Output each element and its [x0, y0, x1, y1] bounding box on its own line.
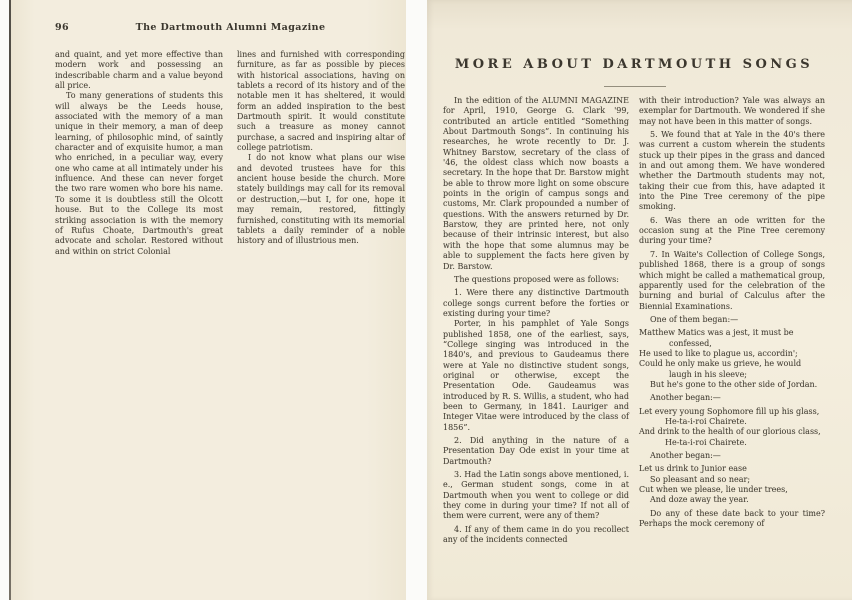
- paragraph: And drink to the health of our glorious class,: [639, 427, 821, 437]
- title-divider-rule: [604, 86, 666, 87]
- paragraph: Could he only make us grieve, he would laugh in his sleeve;: [639, 359, 802, 379]
- left-page-column-1: [55, 50, 223, 257]
- paragraph: He used to like to plague us, accordin';: [639, 348, 798, 358]
- paragraph: 1. Were there any distinctive Dartmouth college songs current before the forties or existing during your time?: [443, 288, 629, 318]
- page-left: [11, 0, 406, 600]
- paragraph: 7. In Waite's Collection of College Songs, published 1868, there is a group of songs which might be called a mathematical group, apparently used for the celebration of the burning and burial of Calculus after the Biennial Examinations.: [639, 249, 825, 311]
- paragraph: Let every young Sophomore fill up his glass,: [639, 406, 820, 416]
- paragraph: Let us drink to Junior ease: [639, 464, 747, 474]
- paragraph: Cut when we please, lie under trees,: [639, 485, 788, 495]
- paragraph: So pleasant and so near;: [650, 474, 751, 484]
- paragraph: Another began:—: [650, 393, 721, 403]
- left-page-column-2: [237, 50, 405, 257]
- paragraph: One of them began:—: [650, 314, 739, 324]
- paragraph: Matthew Matics was a jest, it must be confessed,: [639, 328, 794, 348]
- page-number: 96: [55, 22, 70, 33]
- paragraph: He-ta-i-roi Chairete.: [665, 437, 747, 447]
- right-page-column-2: [639, 96, 825, 545]
- paragraph: Another began:—: [650, 451, 721, 460]
- paragraph: 3. Had the Latin songs above mentioned, i. e., German student songs, come in at Dartmouth when you went to college or did they come in during your time? If not all of them were current, were any of them?: [443, 470, 629, 521]
- magazine-title: The Dartmouth Alumni Magazine: [135, 22, 326, 33]
- paragraph: And doze away the year.: [650, 495, 749, 505]
- paragraph: But he's gone to the other side of Jordan.: [650, 379, 818, 389]
- paragraph: 5. We found that at Yale in the 40's there was current a custom wherein the students stuck up their pipes in the grass and danced in and out among them. We have wondered whether the Dartmouth students may not, taking their cue from this, have adapted it into the Pine Tree ceremony of the pipe smoking.: [639, 130, 825, 212]
- paragraph: 4. If any of them came in do you recollect any of the incidents connected: [443, 524, 629, 545]
- right-page-column-1: [443, 96, 629, 545]
- left-page-columns: [55, 50, 406, 257]
- paragraph: 2. Did anything in the nature of a Presentation Day Ode exist in your time at Dartmouth?: [443, 436, 629, 466]
- paragraph: and quaint, and yet more effective than modern work and possessing an indescribable charm and a value beyond all price.: [55, 50, 223, 91]
- paragraph: Do any of these date back to your time? Perhaps the mock ceremony of: [639, 508, 825, 529]
- right-page-columns: [443, 96, 825, 545]
- page-header: [55, 22, 406, 36]
- article-title: MORE ABOUT DARTMOUTH SONGS: [454, 57, 814, 72]
- paragraph: He-ta-i-roi Chairete.: [665, 416, 747, 426]
- paragraph: To many generations of students this will always be the Leeds house, associated with the memory of a man unique in their memory, a man of deep learning, of philosophic mind, of saintly character and of exquisite humor, a man who enriched, in a peculiar way, every one who came at all intimately under his influence. And these can never forget the two rare women who bore his name. To some it is doubtless still the Olcott house. But to the College its most striking association is with the memory of Rufus Choate, Dartmouth's great advocate and scholar. Restored without and within on strict Colonial: [55, 91, 223, 256]
- paragraph: 6. Was there an ode written for the occasion sung at the Pine Tree ceremony during your time?: [639, 215, 825, 246]
- page-right: [427, 0, 852, 600]
- paragraph: The questions proposed were as follows:: [454, 274, 619, 284]
- paragraph: lines and furnished with corresponding furniture, as far as possible by pieces with historical associations, having on tablets a record of its history and of the notable men it has sheltered, it would form an added inspiration to the best Dartmouth spirit. It would constitute such a treasure as money cannot purchase, a sacred and inspiring altar of college patriotism.: [237, 50, 405, 153]
- paragraph: Porter, in his pamphlet of Yale Songs published 1858, one of the earliest, says, “College singing was introduced in the 1840's, and previous to Gaudeamus there were at Yale no distinctive student songs, original or otherwise, except the Presentation Ode. Gaudeamus was introduced by R. S. Willis, a student, who had been to Germany, in 1841. Lauriger and Integer Vitae were introduced by the class of 1856”.: [443, 319, 629, 432]
- paragraph: with their introduction? Yale was always an exemplar for Dartmouth. We wondered if she may not have been in this matter of songs.: [639, 96, 825, 126]
- paragraph: I do not know what plans our wise and devoted trustees have for this ancient house beside the church. More stately buildings may call for its removal or destruction,—but I, for one, hope it may remain, restored, fittingly furnished, constituting with its memorial tablets a daily reminder of a noble history and of illustrious men.: [237, 153, 405, 246]
- paragraph: In the edition of the ALUMNI MAGAZINE for April, 1910, George G. Clark '99, contributed an article entitled “Something About Dartmouth Songs”. In continuing his researches, he wrote recently to Dr. J. Whitney Barstow, secretary of the class of '46, the oldest class which now boasts a secretary. In the hope that Dr. Barstow might be able to throw more light on some obscure points in the origin of campus songs and customs, Mr. Clark propounded a number of questions. With the answers returned by Dr. Barstow, they are printed here, not only because of their intrinsic interest, but also with the hope that some alumnus may be able to supplement the facts here given by Dr. Barstow.: [443, 96, 629, 271]
